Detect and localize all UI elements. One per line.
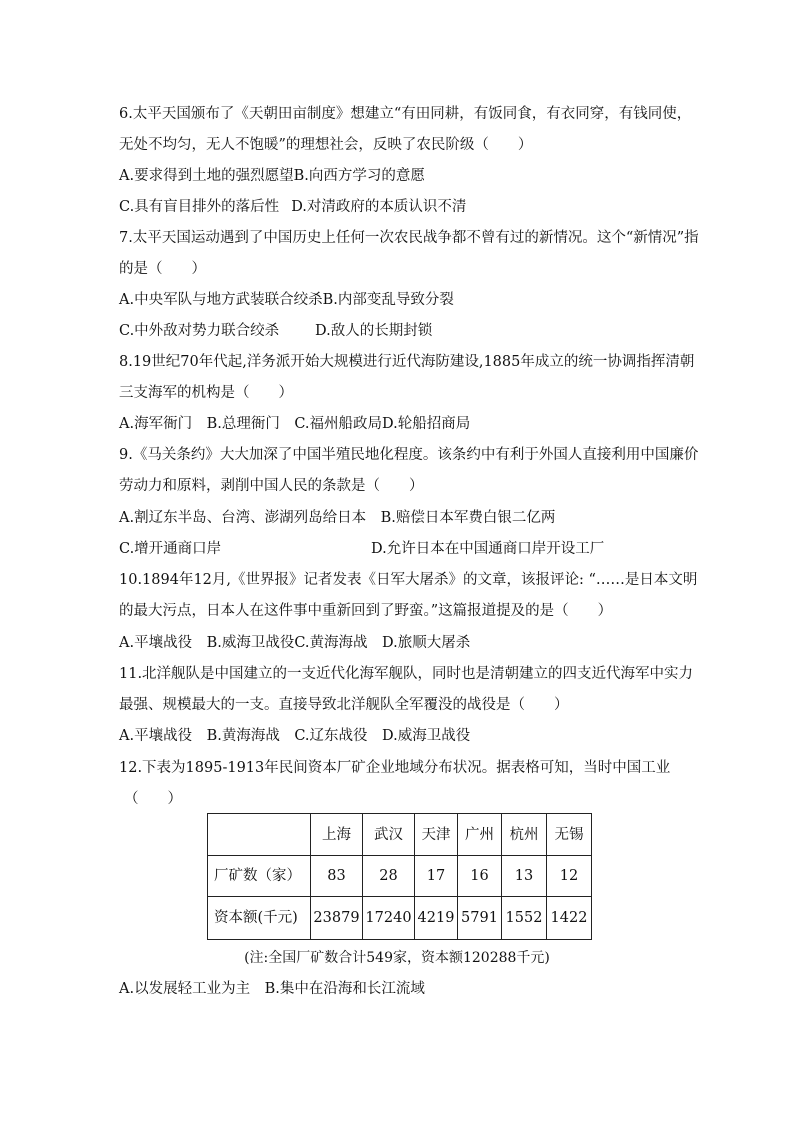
q8-options: A.海军衙门 B.总理衙门 C.福州船政局D.轮船招商局 [119, 416, 471, 432]
q6-option-c: C.具有盲目排外的落后性 [119, 199, 280, 215]
q9-stem-line-1: 9.《马关条约》大大加深了中国半殖民地化程度。该条约中有利于外国人直接利用中国廉价 [119, 447, 699, 463]
q7-option-d: D.敌人的长期封锁 [315, 323, 433, 339]
table-header-cell: 上海 [311, 814, 363, 856]
q7-option-c: C.中外敌对势力联合绞杀 [119, 323, 280, 339]
table-header-cell: 武汉 [363, 814, 415, 856]
table-cell: 17240 [363, 897, 415, 940]
table-row-label: 资本额(千元) [208, 897, 311, 940]
table-header-cell [208, 814, 311, 856]
table-cell: 1552 [502, 897, 547, 940]
q8-stem-line-1: 8.19世纪70年代起,洋务派开始大规模进行近代海防建设,1885年成立的统一协调指挥清朝 [119, 354, 695, 370]
q10-stem-line-2: 的最大污点，日本人在这件事中重新回到了野蛮。”这篇报道提及的是（ ） [119, 603, 613, 619]
table-row [208, 856, 592, 897]
table-cell: 5791 [458, 897, 502, 940]
table-header-cell: 杭州 [502, 814, 547, 856]
q11-stem-line-2: 最强、规模最大的一支。直接导致北洋舰队全军覆没的战役是（ ） [119, 697, 569, 713]
table-cell: 16 [458, 856, 502, 897]
q6-stem-line-1: 6.太平天国颁布了《天朝田亩制度》想建立“有田同耕，有饭同食，有衣同穿，有钱同使， [119, 106, 692, 122]
table-cell: 13 [502, 856, 547, 897]
table-cell: 83 [311, 856, 363, 897]
table-header-cell: 无锡 [547, 814, 592, 856]
q12-stem-line-2: （ ） [124, 791, 182, 807]
q6-option-d: D.对清政府的本质认识不清 [291, 199, 467, 215]
table-cell: 28 [363, 856, 415, 897]
q6-options-line-1: A.要求得到土地的强烈愿望B.向西方学习的意愿 [119, 168, 425, 184]
q10-options: A.平壤战役 B.威海卫战役C.黄海海战 D.旅顺大屠杀 [119, 635, 471, 651]
q9-stem-line-2: 劳动力和原料，剥削中国人民的条款是（ ） [119, 478, 424, 494]
table-row [208, 897, 592, 940]
q12-stem-line-1: 12.下表为1895-1913年民间资本厂矿企业地域分布状况。据表格可知，当时中国工业 [119, 760, 671, 776]
table-header-cell: 天津 [415, 814, 458, 856]
table-cell: 23879 [311, 897, 363, 940]
table-cell: 1422 [547, 897, 592, 940]
q7-stem-line-1: 7.太平天国运动遇到了中国历史上任何一次农民战争都不曾有过的新情况。这个“新情况”指 [119, 230, 699, 246]
q7-options-line-1: A.中央军队与地方武装联合绞杀B.内部变乱导致分裂 [119, 292, 454, 308]
factory-distribution-table [207, 813, 592, 940]
q8-stem-line-2: 三支海军的机构是（ ） [119, 385, 293, 401]
q7-stem-line-2: 的是（ ） [119, 261, 206, 277]
q10-stem-line-1: 10.1894年12月,《世界报》记者发表《日军大屠杀》的文章，该报评论: “……是日本文明 [119, 572, 698, 588]
q6-stem-line-2: 无处不均匀，无人不饱暖”的理想社会，反映了农民阶级（ ） [119, 137, 533, 153]
q11-stem-line-1: 11.北洋舰队是中国建立的一支近代化海军舰队，同时也是清朝建立的四支近代海军中实力 [119, 666, 694, 682]
table-cell: 4219 [415, 897, 458, 940]
table-row-label: 厂矿数（家） [208, 856, 311, 897]
table-note: (注:全国厂矿数合计549家，资本额120288千元) [244, 950, 550, 966]
q6-options-line-2 [119, 197, 466, 217]
table-header-row [208, 814, 592, 856]
q12-options-line-1: A.以发展轻工业为主 B.集中在沿海和长江流域 [119, 981, 425, 997]
q9-option-c: C.增开通商口岸 [119, 541, 222, 557]
table-cell: 17 [415, 856, 458, 897]
table-cell: 12 [547, 856, 592, 897]
q9-options-line-1: A.割辽东半岛、台湾、澎湖列岛给日本 B.赔偿日本军费白银二亿两 [119, 510, 556, 526]
table-header-cell: 广州 [458, 814, 502, 856]
q9-option-d: D.允许日本在中国通商口岸开设工厂 [371, 541, 605, 557]
q11-options: A.平壤战役 B.黄海海战 C.辽东战役 D.威海卫战役 [119, 728, 471, 744]
